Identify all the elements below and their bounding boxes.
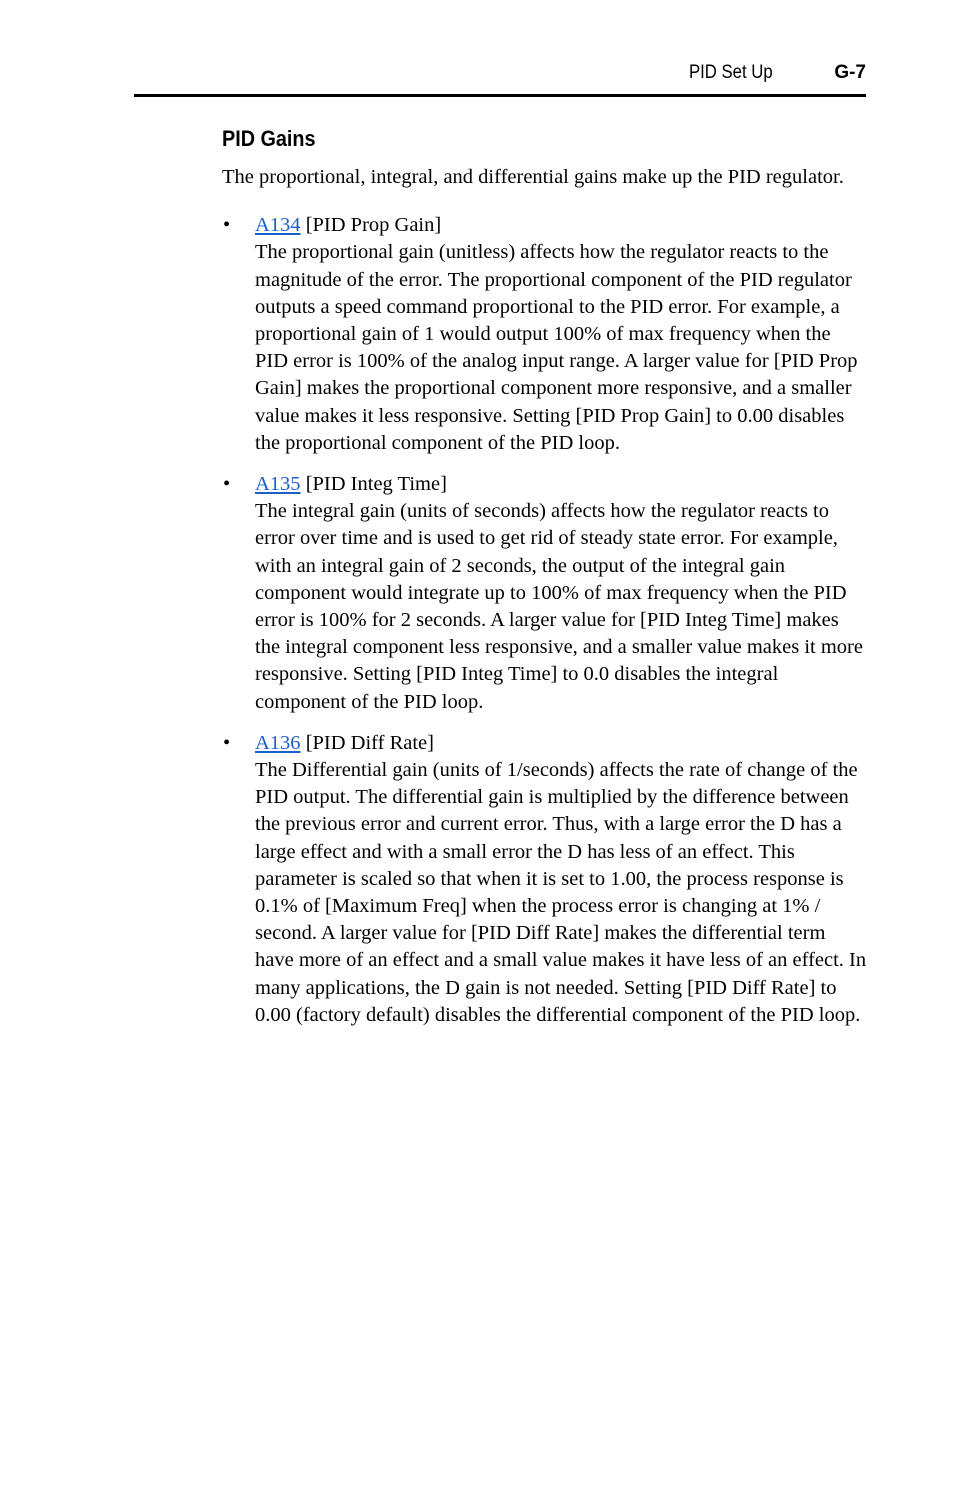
- page-header: [134, 58, 866, 90]
- parameter-name: [PID Integ Time]: [300, 473, 447, 496]
- list-item: [222, 730, 867, 1029]
- header-section-title: PID Set Up: [689, 62, 773, 83]
- page-number: G-7: [834, 62, 866, 83]
- section-title: PID Gains: [222, 126, 316, 151]
- page-content: [222, 126, 867, 1043]
- bullet-icon: •: [223, 473, 231, 496]
- parameter-description: The integral gain (units of seconds) affects how the regulator reacts to error over time and is used to get rid of steady state error. For example, with an integral gain of 2 seconds, the output of the integral gain component would integrate up to 100% of max frequency when the PID error is 100% for 2 seconds. A larger value for [PID Integ Time] makes the integral component less responsive, and a smaller value makes it more responsive. Setting [PID Integ Time] to 0.0 disables the integral component of the PID loop.: [255, 500, 863, 713]
- parameter-heading: [255, 730, 867, 757]
- parameter-name: [PID Diff Rate]: [300, 731, 434, 754]
- parameter-description: The proportional gain (unitless) affects how the regulator reacts to the magnitude of the error. The proportional component of the PID regulator outputs a speed command proportional to the PID error. For example, a proportional gain of 1 would output 100% of max frequency when the PID error is 100% of the analog input range. A larger value for [PID Prop Gain] makes the proportional component more responsive, and a smaller value makes it less responsive. Setting [PID Prop Gain] to 0.00 disables the proportional component of the PID loop.: [255, 241, 858, 454]
- bullet-icon: •: [223, 731, 231, 754]
- parameter-heading: [255, 471, 867, 498]
- list-item: [222, 471, 867, 716]
- parameter-name: [PID Prop Gain]: [300, 214, 442, 237]
- section-intro: The proportional, integral, and differential gains make up the PID regulator.: [222, 166, 844, 188]
- list-item: [222, 212, 867, 457]
- bullet-icon: •: [223, 214, 231, 237]
- parameter-link-a136[interactable]: A136: [255, 731, 301, 754]
- parameter-list: [222, 212, 867, 1029]
- header-divider: [134, 94, 866, 97]
- parameter-heading: [255, 212, 867, 239]
- parameter-link-a135[interactable]: A135: [255, 473, 301, 496]
- parameter-link-a134[interactable]: A134: [255, 214, 301, 237]
- parameter-description: The Differential gain (units of 1/seconds) affects the rate of change of the PID output. The differential gain is multiplied by the difference between the previous error and current error. Thus, with a large error the D has a large effect and with a small error the D has less of an effect. This parameter is scaled so that when it is set to 1.00, the process response is 0.1% of [Maximum Freq] when the process error is changing at 1% / second. A larger value for [PID Diff Rate] makes the differential term have more of an effect and a small value makes it have less of an effect. In many applications, the D gain is not needed. Setting [PID Diff Rate] to 0.00 (factory default) disables the differential component of the PID loop.: [255, 759, 867, 1026]
